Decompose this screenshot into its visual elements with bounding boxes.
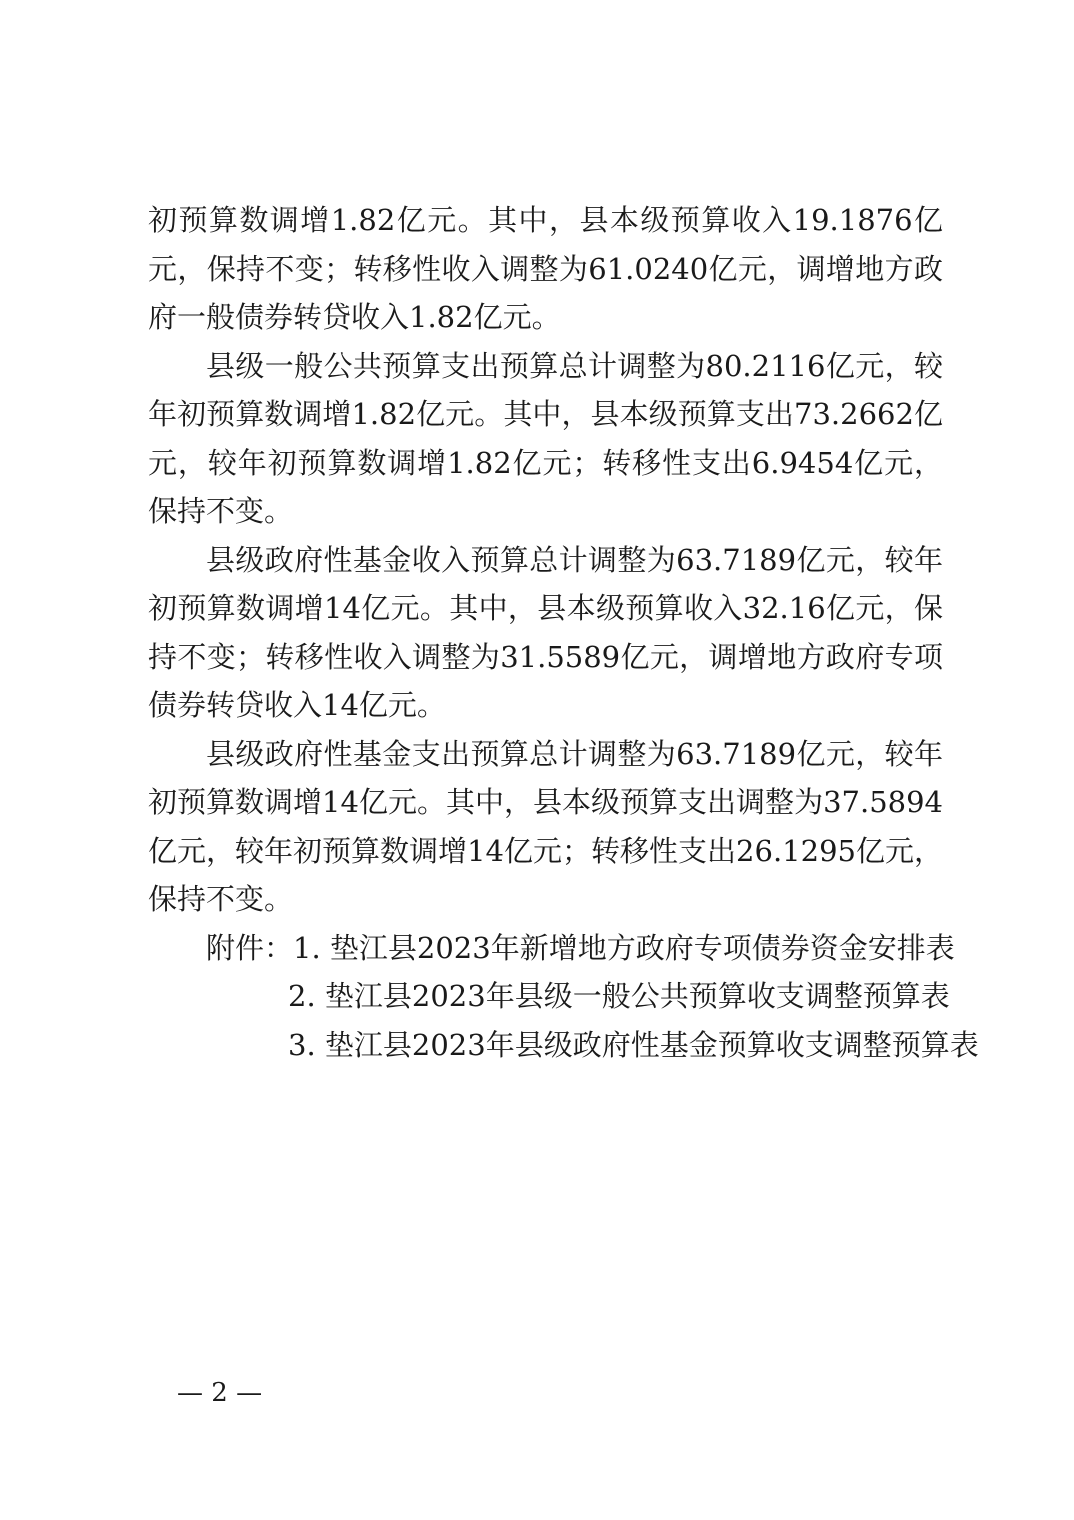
attachment-item-text: 2. 垫江县2023年县级一般公共预算收支调整预算表 [288,979,950,1013]
paragraph-general-expenditure: 县级一般公共预算支出预算总计调整为80.2116亿元，较年初预算数调增1.82亿元。其中，县本级预算支出73.2662亿元，较年初预算数调增1.82亿元；转移性支出6.9454亿元，保持不变。 [148,348,943,528]
paragraph-fund-expenditure: 县级政府性基金支出预算总计调整为63.7189亿元，较年初预算数调增14亿元。其中，县本级预算支出调整为37.5894亿元，较年初预算数调增14亿元；转移性支出26.1295亿元，保持不变。 [148,736,943,916]
attachment-item [148,972,950,1021]
attachments-label: 附件： [206,930,294,965]
attachment-item [148,924,955,973]
attachment-item-text: 1. 垫江县2023年新增地方政府专项债券资金安排表 [293,930,955,965]
page-number: — 2 — [177,1378,263,1408]
attachments-list [148,924,979,1070]
attachment-item [148,1021,979,1070]
attachment-item-text: 3. 垫江县2023年县级政府性基金预算收支调整预算表 [288,1027,979,1062]
paragraph-fund-income: 县级政府性基金收入预算总计调整为63.7189亿元，较年初预算数调增14亿元。其中，县本级预算收入32.16亿元，保持不变；转移性收入调整为31.5589亿元，调增地方政府专项债券转贷收入14亿元。 [148,542,943,722]
document-body [148,196,979,1069]
paragraph-continued-income: 初预算数调增1.82亿元。其中，县本级预算收入19.1876亿元，保持不变；转移性收入调整为61.0240亿元，调增地方政府一般债券转贷收入1.82亿元。 [148,203,943,334]
